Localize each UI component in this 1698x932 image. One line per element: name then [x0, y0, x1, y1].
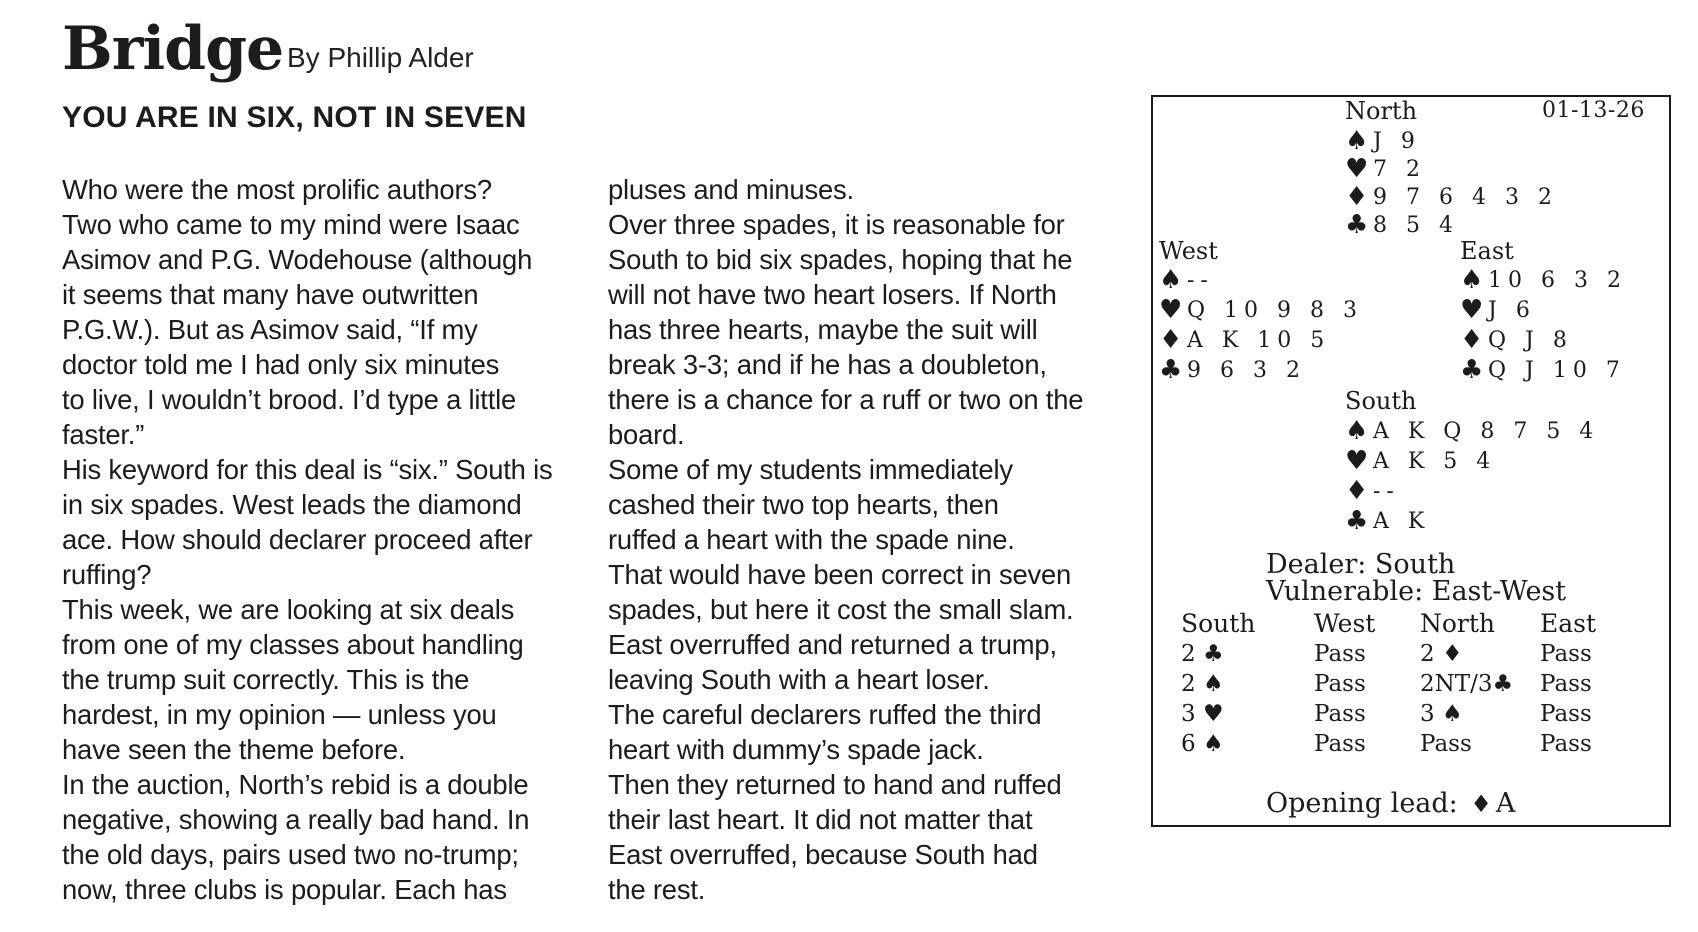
heart-icon: ♥	[1460, 295, 1484, 325]
headline: YOU ARE IN SIX, NOT IN SEVEN	[62, 101, 527, 134]
east-label: East	[1460, 237, 1514, 265]
west-diamonds: ♦ A K 10 5	[1159, 325, 1331, 355]
auction-bid: Pass	[1540, 731, 1592, 757]
north-clubs: ♣ 8 5 4	[1345, 210, 1459, 240]
auction-bid: 2 ♣	[1181, 641, 1224, 667]
north-label: North	[1345, 97, 1418, 125]
diamond-icon: ♦	[1345, 182, 1369, 212]
south-hearts: ♥ A K 5 4	[1345, 446, 1497, 476]
vulnerability-info: Vulnerable: East-West	[1266, 576, 1567, 607]
spade-icon: ♠	[1460, 265, 1484, 295]
auction-header-east: East	[1540, 609, 1597, 638]
deal-date: 01-13-26	[1542, 98, 1645, 123]
south-spades: ♠ A K Q 8 7 5 4	[1345, 416, 1600, 446]
auction-bid: Pass	[1540, 671, 1592, 697]
south-clubs: ♣ A K	[1345, 506, 1431, 536]
west-hearts: ♥ Q 10 9 8 3	[1159, 295, 1363, 325]
club-icon: ♣	[1460, 355, 1484, 385]
diamond-icon: ♦	[1159, 325, 1183, 355]
spade-icon: ♠	[1345, 416, 1369, 446]
byline: By Phillip Alder	[287, 42, 474, 73]
north-spades: ♠ J 9	[1345, 126, 1421, 156]
auction-bid: 2 ♠	[1181, 671, 1224, 697]
east-clubs: ♣ Q J 10 7	[1460, 355, 1626, 385]
spade-icon: ♠	[1159, 265, 1183, 295]
diamond-icon: ♦	[1345, 476, 1369, 506]
club-icon: ♣	[1159, 355, 1183, 385]
auction-header-west: West	[1314, 609, 1376, 638]
club-icon: ♣	[1345, 506, 1369, 536]
opening-lead-card: A	[1495, 788, 1516, 819]
bridge-deal-diagram	[1151, 95, 1671, 827]
south-label: South	[1345, 387, 1417, 415]
auction-bid: Pass	[1420, 731, 1472, 757]
article-text-1: Who were the most prolific authors? Two who came to my mind were Isaac Asimov and P.G. Wodehouse (although it seems that many have outwritten P.G.W.). But as Asimov said, “If my doctor told me I had only six minutes to live, I wouldn’t brood. I’d type a little faster.” His keyword for this deal is “six.” South is in six spades. West leads the diamond ace. How should declarer proceed after ruffing? This week, we are looking at six deals from one of my classes about handling the trump suit correctly. This is the hardest, in my opinion — unless you have seen the theme before. In the auction, North’s rebid is a double negative, showing a really bad hand. In the old days, pairs used two no-trump; now, three clubs is popular. Each has	[62, 174, 553, 905]
east-diamonds: ♦ Q J 8	[1460, 325, 1573, 355]
heart-icon: ♥	[1345, 446, 1369, 476]
article-column-2	[608, 172, 1128, 907]
north-diamonds: ♦ 9 7 6 4 3 2	[1345, 182, 1558, 212]
dealer-info: Dealer: South	[1266, 549, 1456, 580]
auction-bid: Pass	[1314, 701, 1366, 727]
auction-bid: Pass	[1540, 641, 1592, 667]
spade-icon: ♠	[1345, 126, 1369, 156]
opening-lead-label: Opening lead:	[1266, 788, 1458, 819]
east-hearts: ♥ J 6	[1460, 295, 1536, 325]
west-clubs: ♣ 9 6 3 2	[1159, 355, 1306, 385]
heart-icon: ♥	[1159, 295, 1183, 325]
club-icon: ♣	[1345, 210, 1369, 240]
column-title: Bridge	[62, 14, 284, 84]
south-diamonds: ♦ --	[1345, 476, 1400, 506]
auction-bid: Pass	[1314, 731, 1366, 757]
auction-bid: 2NT/3♣	[1420, 671, 1514, 697]
diamond-icon: ♦	[1460, 325, 1484, 355]
heart-icon: ♥	[1345, 154, 1369, 184]
auction-bid: 3 ♥	[1181, 701, 1224, 727]
auction-bid: 2 ♦	[1420, 641, 1463, 667]
diamond-icon: ♦	[1470, 790, 1492, 818]
auction-bid: Pass	[1314, 671, 1366, 697]
auction-header-south: South	[1181, 609, 1256, 638]
auction-bid: Pass	[1540, 701, 1592, 727]
opening-lead	[1266, 789, 1515, 819]
auction-bid: 3 ♠	[1420, 701, 1463, 727]
west-spades: ♠ --	[1159, 265, 1214, 295]
auction-bid: 6 ♠	[1181, 731, 1224, 757]
east-spades: ♠ 10 6 3 2	[1460, 265, 1627, 295]
auction-bid: Pass	[1314, 641, 1366, 667]
article-text-2: pluses and minuses. Over three spades, it is reasonable for South to bid six spades, hoping that he will not have two heart losers. If North has three hearts, maybe the suit will break 3-3; and if he has a doubleton, there is a chance for a ruff or two on the board. Some of my students immediately cashed their two top hearts, then ruffed a heart with the spade nine. That would have been correct in seven spades, but here it cost the small slam. East overruffed and returned a trump, leaving South with a heart loser. The careful declarers ruffed the third heart with dummy’s spade jack. Then they returned to hand and ruffed their last heart. It did not matter that East overruffed, because South had the rest.	[608, 174, 1084, 905]
article-column-1	[62, 172, 602, 907]
auction-header-north: North	[1420, 609, 1496, 638]
north-hearts: ♥ 7 2	[1345, 154, 1426, 184]
west-label: West	[1159, 237, 1218, 265]
